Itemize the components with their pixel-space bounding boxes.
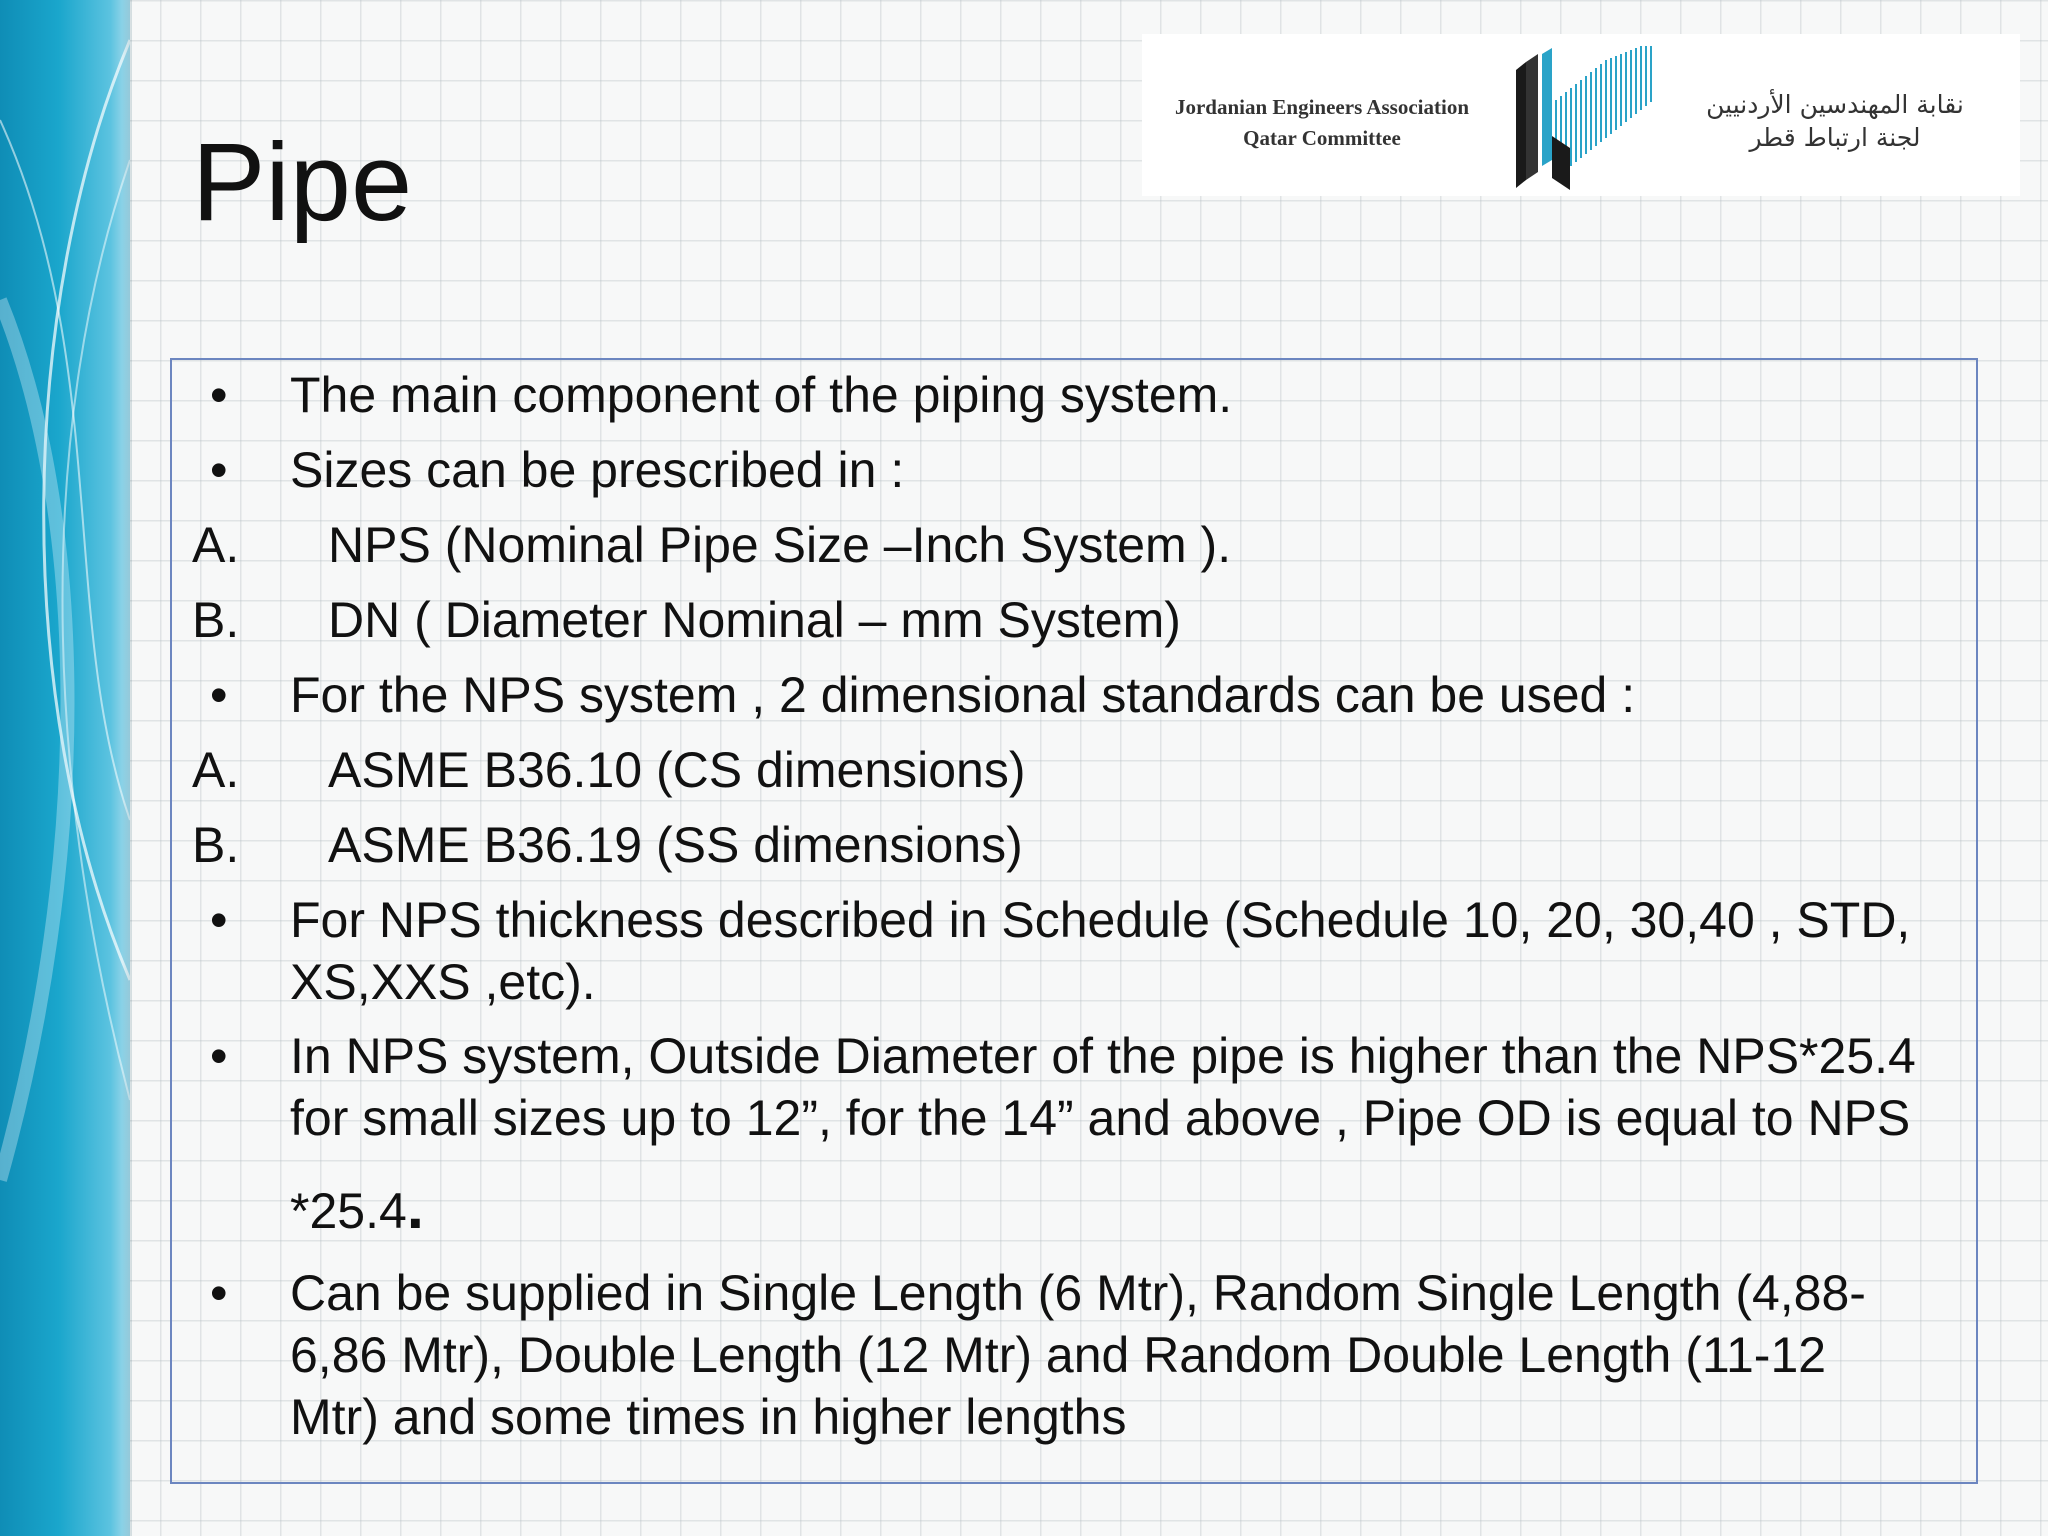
side-band-swoosh-graphic (0, 0, 130, 1536)
bullet-item (192, 664, 1952, 726)
bullet-item (192, 889, 1952, 1013)
bullet-item (192, 364, 1952, 426)
decorative-side-band (0, 0, 130, 1536)
logo-arabic-text (1665, 88, 2005, 154)
slide-title: Pipe (192, 121, 413, 244)
bullet-text-line: 6,86 Mtr), Double Length (12 Mtr) and Random Double Length (11-12 (290, 1327, 1827, 1383)
bullet-text-line: In NPS system, Outside Diameter of the pipe is higher than the NPS*25.4 (290, 1028, 1916, 1084)
logo-english-line2: Qatar Committee (1243, 126, 1401, 150)
logo-arabic-line2: لجنة ارتباط قطر (1749, 123, 1921, 152)
bullet-marker: • (210, 1028, 228, 1084)
bullet-text-fragment: *25.4 (290, 1183, 407, 1239)
bullet-text-line: Mtr) and some times in higher lengths (290, 1389, 1127, 1445)
bullet-marker: • (210, 667, 228, 723)
bullet-text-period: . (406, 1173, 425, 1242)
sub-list-item (192, 814, 1952, 876)
bullet-text-line: for small sizes up to 12”, for the 14” and above , Pipe OD is equal to NPS (290, 1090, 1911, 1146)
content-box (170, 358, 1978, 1484)
bullet-item (192, 1262, 1952, 1448)
bullet-marker: • (210, 442, 228, 498)
list-letter-marker: A. (192, 742, 240, 798)
bullet-text-line: Can be supplied in Single Length (6 Mtr), Random Single Length (4,88- (290, 1265, 1866, 1321)
sub-list-text: ASME B36.10 (CS dimensions) (328, 742, 1026, 798)
sub-list-text: DN ( Diameter Nominal – mm System) (328, 592, 1181, 648)
sub-list-item (192, 514, 1952, 576)
bullet-text: For the NPS system , 2 dimensional standards can be used : (290, 667, 1636, 723)
sub-list-item (192, 739, 1952, 801)
list-letter-marker: A. (192, 517, 240, 573)
bullet-marker: • (210, 1265, 228, 1321)
sub-list-text: ASME B36.19 (SS dimensions) (328, 817, 1023, 873)
side-band-edge (122, 0, 132, 1536)
bullet-marker: • (210, 367, 228, 423)
bullet-marker: • (210, 892, 228, 948)
bullet-text: The main component of the piping system. (290, 367, 1233, 423)
bullet-item (192, 439, 1952, 501)
bullet-text: Sizes can be prescribed in : (290, 442, 905, 498)
sub-list-text: NPS (Nominal Pipe Size –Inch System ). (328, 517, 1232, 573)
list-letter-marker: B. (192, 592, 240, 648)
logo-english-text (1152, 92, 1492, 154)
bullet-item (192, 1025, 1952, 1242)
bullet-text-line: For NPS thickness described in Schedule (Schedule 10, 20, 30,40 , STD, (290, 892, 1911, 948)
logo-english-line1: Jordanian Engineers Association (1174, 95, 1470, 119)
list-letter-marker: B. (192, 817, 240, 873)
sub-list-item (192, 589, 1952, 651)
logo-arabic-line1: نقابة المهندسين الأردنيين (1706, 90, 1964, 119)
association-logo-icon (1508, 40, 1668, 190)
bullet-text-line: XS,XXS ,etc). (290, 954, 596, 1010)
bullet-text-line (290, 1173, 1952, 1242)
